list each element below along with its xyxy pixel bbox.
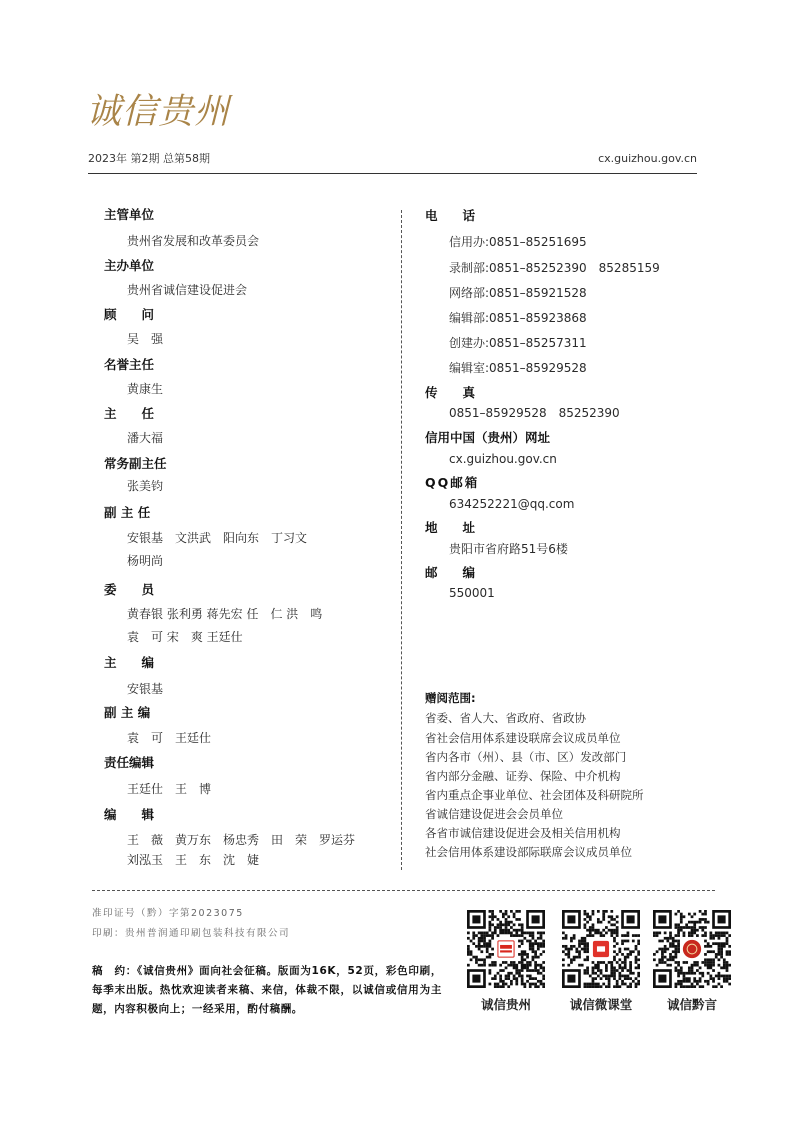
distribution-item: 省诚信建设促进会会员单位 bbox=[425, 807, 563, 821]
qr-label: 诚信贵州 bbox=[480, 997, 531, 1012]
advisor-value: 吴 强 bbox=[127, 332, 164, 346]
distribution-item: 省委、省人大、省政府、省政协 bbox=[425, 711, 586, 725]
postcode-value: 550001 bbox=[449, 586, 495, 600]
responsible-editors-title: 责任编辑 bbox=[104, 755, 155, 770]
distribution-item: 省社会信用体系建设联席会议成员单位 bbox=[425, 731, 621, 745]
header-website: cx.guizhou.gov.cn bbox=[598, 152, 697, 165]
printer-info: 印刷：贵州普润通印刷包装科技有限公司 bbox=[92, 928, 291, 939]
chief-editor-value: 安银基 bbox=[127, 682, 164, 696]
phone-title: 电 话 bbox=[425, 208, 476, 223]
fax-title: 传 真 bbox=[425, 385, 476, 400]
qr-label: 诚信黔言 bbox=[666, 997, 717, 1012]
sponsor-value: 贵州省诚信建设促进会 bbox=[127, 283, 248, 297]
sponsor-title: 主办单位 bbox=[104, 258, 155, 273]
honorary-director-title: 名誉主任 bbox=[104, 357, 155, 372]
phone-line: 网络部:0851–85921528 bbox=[449, 286, 587, 300]
honorary-director-value: 黄康生 bbox=[127, 382, 164, 396]
distribution-item: 社会信用体系建设部际联席会议成员单位 bbox=[425, 845, 632, 859]
magazine-logo: 诚信贵州 bbox=[86, 92, 231, 132]
distribution-title: 赠阅范围: bbox=[425, 691, 476, 705]
chief-editor-title: 主 编 bbox=[104, 655, 155, 670]
postcode-title: 邮 编 bbox=[425, 565, 476, 580]
responsible-editors-value: 王廷仕 王 博 bbox=[127, 782, 212, 796]
footer-divider bbox=[92, 890, 715, 891]
executive-deputy-director-value: 张美钧 bbox=[127, 479, 164, 493]
deputy-directors-title: 副 主 任 bbox=[104, 505, 151, 520]
credit-china-website-title: 信用中国（贵州）网址 bbox=[425, 430, 551, 445]
submission-notice: 稿 约：《诚信贵州》面向社会征稿。版面为16K，52页，彩色印刷，每季末出版。热忱欢迎读者来稿、来信，体裁不限，以诚信或信用为主题，内容积极向上；一经采用，酌付稿酬。 bbox=[92, 965, 442, 1015]
phone-line: 录制部:0851–85252390 85285159 bbox=[449, 261, 660, 275]
deputy-chief-editors-value: 袁 可 王廷仕 bbox=[127, 731, 212, 745]
qr-code-chengxin-guizhou bbox=[467, 910, 545, 988]
qr-code-chengxin-qianyan bbox=[653, 910, 731, 988]
members-line: 袁 可 宋 爽 王廷仕 bbox=[127, 630, 243, 644]
distribution-item: 省内重点企事业单位、社会团体及科研院所 bbox=[425, 788, 644, 802]
supervisor-value: 贵州省发展和改革委员会 bbox=[127, 234, 260, 248]
publication-permit: 准印证号（黔）字第2023075 bbox=[92, 908, 244, 919]
deputy-chief-editors-title: 副 主 编 bbox=[104, 705, 151, 720]
phone-line: 信用办:0851–85251695 bbox=[449, 235, 587, 249]
advisor-title: 顾 问 bbox=[104, 307, 155, 322]
director-title: 主 任 bbox=[104, 406, 155, 421]
editors-title: 编 辑 bbox=[104, 807, 155, 822]
executive-deputy-director-title: 常务副主任 bbox=[104, 456, 167, 471]
deputy-directors-line: 安银基 文洪武 阳向东 丁习文 bbox=[127, 531, 308, 545]
distribution-item: 省内部分金融、证券、保险、中介机构 bbox=[425, 769, 621, 783]
distribution-item: 省内各市（州）、县（市、区）发改部门 bbox=[425, 750, 627, 764]
distribution-item: 各省市诚信建设促进会及相关信用机构 bbox=[425, 826, 621, 840]
members-line: 黄春银 张利勇 蒋先宏 任 仁 洪 鸣 bbox=[127, 607, 323, 621]
editors-line: 王 薇 黄万东 杨忠秀 田 荣 罗运芬 bbox=[127, 833, 356, 847]
editors-line: 刘泓玉 王 东 沈 婕 bbox=[127, 853, 260, 867]
fax-value: 0851–85929528 85252390 bbox=[449, 406, 620, 420]
header-divider bbox=[88, 173, 697, 174]
phone-line: 编辑室:0851–85929528 bbox=[449, 361, 587, 375]
supervisor-title: 主管单位 bbox=[104, 207, 155, 222]
phone-line: 编辑部:0851–85923868 bbox=[449, 311, 587, 325]
qr-label: 诚信微课堂 bbox=[569, 997, 633, 1012]
qq-email-title: QQ邮箱 bbox=[425, 475, 480, 490]
members-title: 委 员 bbox=[104, 582, 155, 597]
address-value: 贵阳市省府路51号6楼 bbox=[449, 542, 568, 556]
phone-line: 创建办:0851–85257311 bbox=[449, 336, 587, 350]
address-title: 地 址 bbox=[425, 520, 476, 535]
director-value: 潘大福 bbox=[127, 431, 164, 445]
qr-code-chengxin-weiketang bbox=[562, 910, 640, 988]
qq-email-value[interactable]: 634252221@qq.com bbox=[449, 497, 575, 511]
deputy-directors-line: 杨明尚 bbox=[127, 554, 164, 568]
credit-china-website-link[interactable]: cx.guizhou.gov.cn bbox=[449, 452, 557, 466]
issue-info: 2023年 第2期 总第58期 bbox=[88, 152, 210, 165]
column-divider bbox=[401, 210, 402, 870]
